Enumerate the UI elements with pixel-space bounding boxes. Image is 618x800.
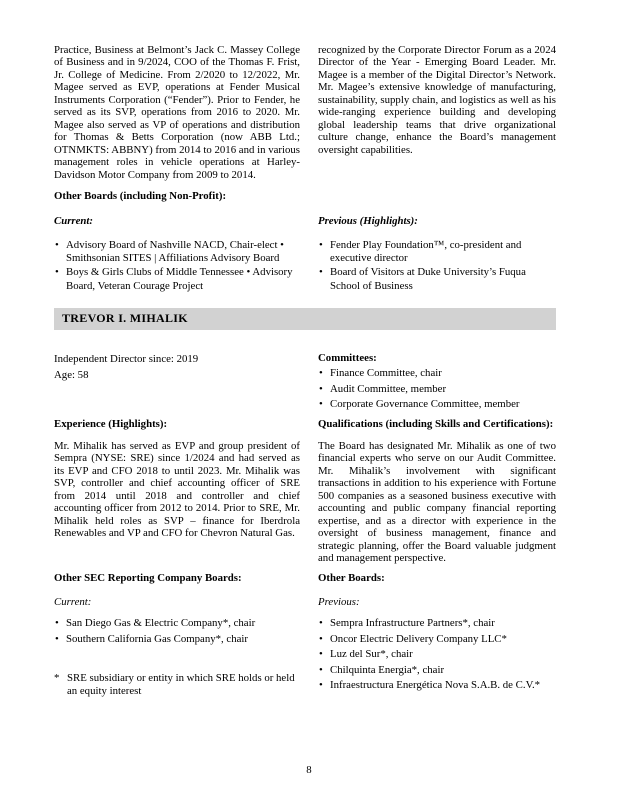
- director-name-bar: [54, 308, 556, 330]
- committees-block: [318, 351, 556, 413]
- list-item: • Board of Visitors at Duke University’s Fuqua School of Business: [318, 266, 556, 292]
- list-item: • Finance Committee, chair: [318, 366, 556, 381]
- sec-current-column: [54, 616, 300, 698]
- other-boards-header: Other Boards:: [318, 572, 385, 585]
- page-content: [54, 0, 556, 699]
- magee-current-label: Current:: [54, 215, 94, 228]
- magee-other-boards-header: Other Boards (including Non-Profit):: [54, 189, 227, 202]
- qualifications-header: Qualifications (including Skills and Certifications):: [318, 418, 554, 431]
- magee-current-boards-list: [54, 239, 300, 294]
- magee-bio-left-paragraph: Practice, Business at Belmont’s Jack C. Massey College of Business and in 9/2024, COO of the Thomas F. Frist, Jr. College of Medicine. From 2/2020 to 12/2022, Mr. Magee served as EVP, operations at Fender Musical Instruments Corporation (“Fender”). Prior to Fender, he served as its SVP, operations from 2016 to 2020. Mr. Magee also served as VP of operations and distribution for Thomas & Betts Corporation (now ABB Ltd.; OTNMKTS: ABBNY) from 2014 to 2016 and in various management roles in vehicle operations at Harley-Davidson Motor Company from 2009 to 2014.: [54, 44, 300, 181]
- sec-current-boards-list: [54, 616, 300, 647]
- other-previous-boards-list: [318, 616, 556, 698]
- experience-paragraph: Mr. Mihalik has served as EVP and group president of Sempra (NYSE: SRE) since 1/2024 and had served as its EVP and CFO 2018 to until 2023. Mr. Mihalik was SVP, controller and chief accounting officer of SRE from 2014 until 2018 and controller and chief accounting officer from 2012 to 2014. Prior to SRE, Mr. Mihalik held roles as SVP – finance for Iberdrola Renewables and VP and CFO for Chevron Natural Gas.: [54, 439, 300, 540]
- director-info: [54, 351, 300, 413]
- list-item: • Audit Committee, member: [318, 382, 556, 397]
- experience-qualifications-row: [54, 440, 556, 565]
- qualifications-paragraph: The Board has designated Mr. Mihalik as one of two financial experts who serve on our Audit Committee. Mr. Mihalik’s involvement with significant transactions in addition to his experience with Fortune 500 companies as a seasoned business executive with accounting and public company financial reporting expertise, and as a director with experience in the oversight of business management, finance and strategic planning, offer the Board valuable judgment and management perspective.: [318, 439, 556, 564]
- magee-bio-right-paragraph: recognized by the Corporate Director Forum as a 2024 Director of the Year - Emerging Board Leader. Mr. Magee is a member of the Digital Director’s Network. Mr. Magee’s extensive knowledge of manufacturing, sustainability, supply chain, and logistics as well as his wide-ranging experience building and developing global leadership teams that drive organizational culture change, enhance the Board’s management oversight capabilities.: [318, 44, 556, 156]
- list-item: • Oncor Electric Delivery Company LLC*: [318, 632, 556, 647]
- magee-boards-lists-row: [54, 239, 556, 294]
- magee-boards-labels-row: [54, 215, 556, 228]
- committees-list: [318, 366, 556, 412]
- committees-header: Committees:: [318, 351, 377, 364]
- director-name: TREVOR I. MIHALIK: [62, 311, 188, 326]
- magee-bio-row: [54, 44, 556, 181]
- sre-footnote: [54, 672, 300, 698]
- experience-header: Experience (Highlights):: [54, 418, 168, 431]
- independent-director-since: Independent Director since: 2019: [54, 352, 199, 365]
- list-item: • Boys & Girls Clubs of Middle Tennessee • Advisory Board, Veteran Courage Project: [54, 266, 300, 292]
- page-number: 8: [306, 764, 312, 776]
- list-item: • Chilquinta Energia*, chair: [318, 663, 556, 678]
- director-age: Age: 58: [54, 369, 89, 382]
- list-item: • Luz del Sur*, chair: [318, 647, 556, 662]
- footnote-asterisk: *: [54, 672, 60, 685]
- experience-qualifications-headers: [54, 418, 556, 431]
- list-item: • Sempra Infrastructure Partners*, chair: [318, 616, 556, 631]
- list-item: • Advisory Board of Nashville NACD, Chair-elect • Smithsonian SITES | Affiliations Advisory Board: [54, 239, 300, 265]
- magee-previous-label: Previous (Highlights):: [318, 215, 418, 228]
- list-item: • Southern California Gas Company*, chair: [54, 632, 300, 647]
- other-previous-label: Previous:: [318, 595, 360, 608]
- bottom-boards-lists: [54, 616, 556, 698]
- sec-current-label: Current:: [54, 595, 92, 608]
- sec-boards-header: Other SEC Reporting Company Boards:: [54, 572, 242, 585]
- list-item: • Infraestructura Energética Nova S.A.B. de C.V.*: [318, 678, 556, 693]
- bottom-boards-labels: [54, 596, 556, 609]
- list-item: • San Diego Gas & Electric Company*, chair: [54, 616, 300, 631]
- director-info-row: [54, 351, 556, 413]
- bottom-boards-headers: [54, 572, 556, 585]
- list-item: • Corporate Governance Committee, member: [318, 397, 556, 412]
- list-item: • Fender Play Foundation™, co-president and executive director: [318, 239, 556, 265]
- footnote-text: SRE subsidiary or entity in which SRE holds or held an equity interest: [67, 672, 295, 698]
- magee-previous-boards-list: [318, 239, 556, 294]
